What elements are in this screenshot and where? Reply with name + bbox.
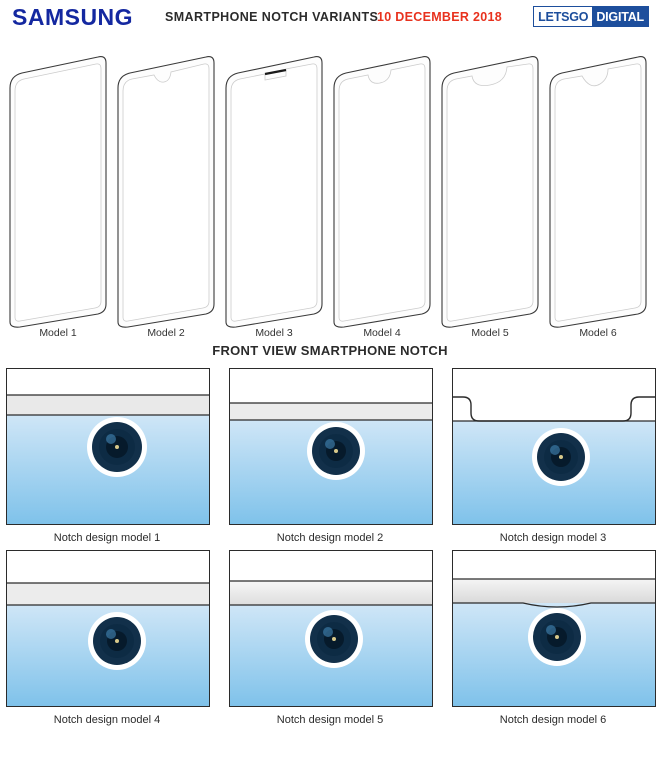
phone-model-2 bbox=[114, 54, 218, 329]
phone-model-1 bbox=[6, 54, 110, 329]
phone-model-3-label: Model 3 bbox=[255, 327, 293, 339]
notch-design-panel-2 bbox=[229, 368, 433, 525]
notch-design-cell-5 bbox=[229, 550, 431, 726]
notch-design-label-5: Notch design model 5 bbox=[276, 714, 384, 726]
notch-design-cell-1 bbox=[6, 368, 208, 544]
notch-design-cell-6 bbox=[452, 550, 654, 726]
phone-model-6-label: Model 6 bbox=[579, 327, 617, 339]
notch-design-label-2: Notch design model 2 bbox=[276, 532, 384, 544]
phone-model-5 bbox=[438, 54, 542, 329]
notch-design-panel-3 bbox=[452, 368, 656, 525]
notch-design-cell-3 bbox=[452, 368, 654, 544]
phone-model-4-label: Model 4 bbox=[363, 327, 401, 339]
phone-model-5-label: Model 5 bbox=[471, 327, 509, 339]
notch-design-label-6: Notch design model 6 bbox=[499, 714, 607, 726]
notch-design-panel-5 bbox=[229, 550, 433, 707]
phone-model-2-label: Model 2 bbox=[147, 327, 185, 339]
notch-design-cell-2 bbox=[229, 368, 431, 544]
phone-model-3 bbox=[222, 54, 326, 329]
notch-grid-row-2 bbox=[6, 550, 654, 726]
phone-variants-row bbox=[0, 36, 660, 341]
notch-design-panel-1 bbox=[6, 368, 210, 525]
section-title: FRONT VIEW SMARTPHONE NOTCH bbox=[212, 343, 448, 358]
notch-design-label-3: Notch design model 3 bbox=[499, 532, 607, 544]
notch-design-label-4: Notch design model 4 bbox=[53, 714, 161, 726]
logo-letsgo-text: LETSGO bbox=[534, 7, 592, 26]
page-header bbox=[0, 0, 660, 34]
phone-model-4 bbox=[330, 54, 434, 329]
notch-design-panel-6 bbox=[452, 550, 656, 707]
samsung-brand-logo: SAMSUNG bbox=[12, 4, 134, 30]
letsgodigital-logo bbox=[533, 6, 649, 27]
phone-model-1-label: Model 1 bbox=[39, 327, 77, 339]
notch-design-grid bbox=[0, 368, 660, 726]
publish-date: 10 DECEMBER 2018 bbox=[377, 10, 502, 24]
phone-model-6 bbox=[546, 54, 650, 329]
notch-design-label-1: Notch design model 1 bbox=[53, 532, 161, 544]
notch-grid-row-1 bbox=[6, 368, 654, 544]
logo-digital-text: DIGITAL bbox=[592, 7, 648, 26]
notch-design-panel-4 bbox=[6, 550, 210, 707]
page-title: SMARTPHONE NOTCH VARIANTS bbox=[165, 10, 379, 24]
notch-design-cell-4 bbox=[6, 550, 208, 726]
